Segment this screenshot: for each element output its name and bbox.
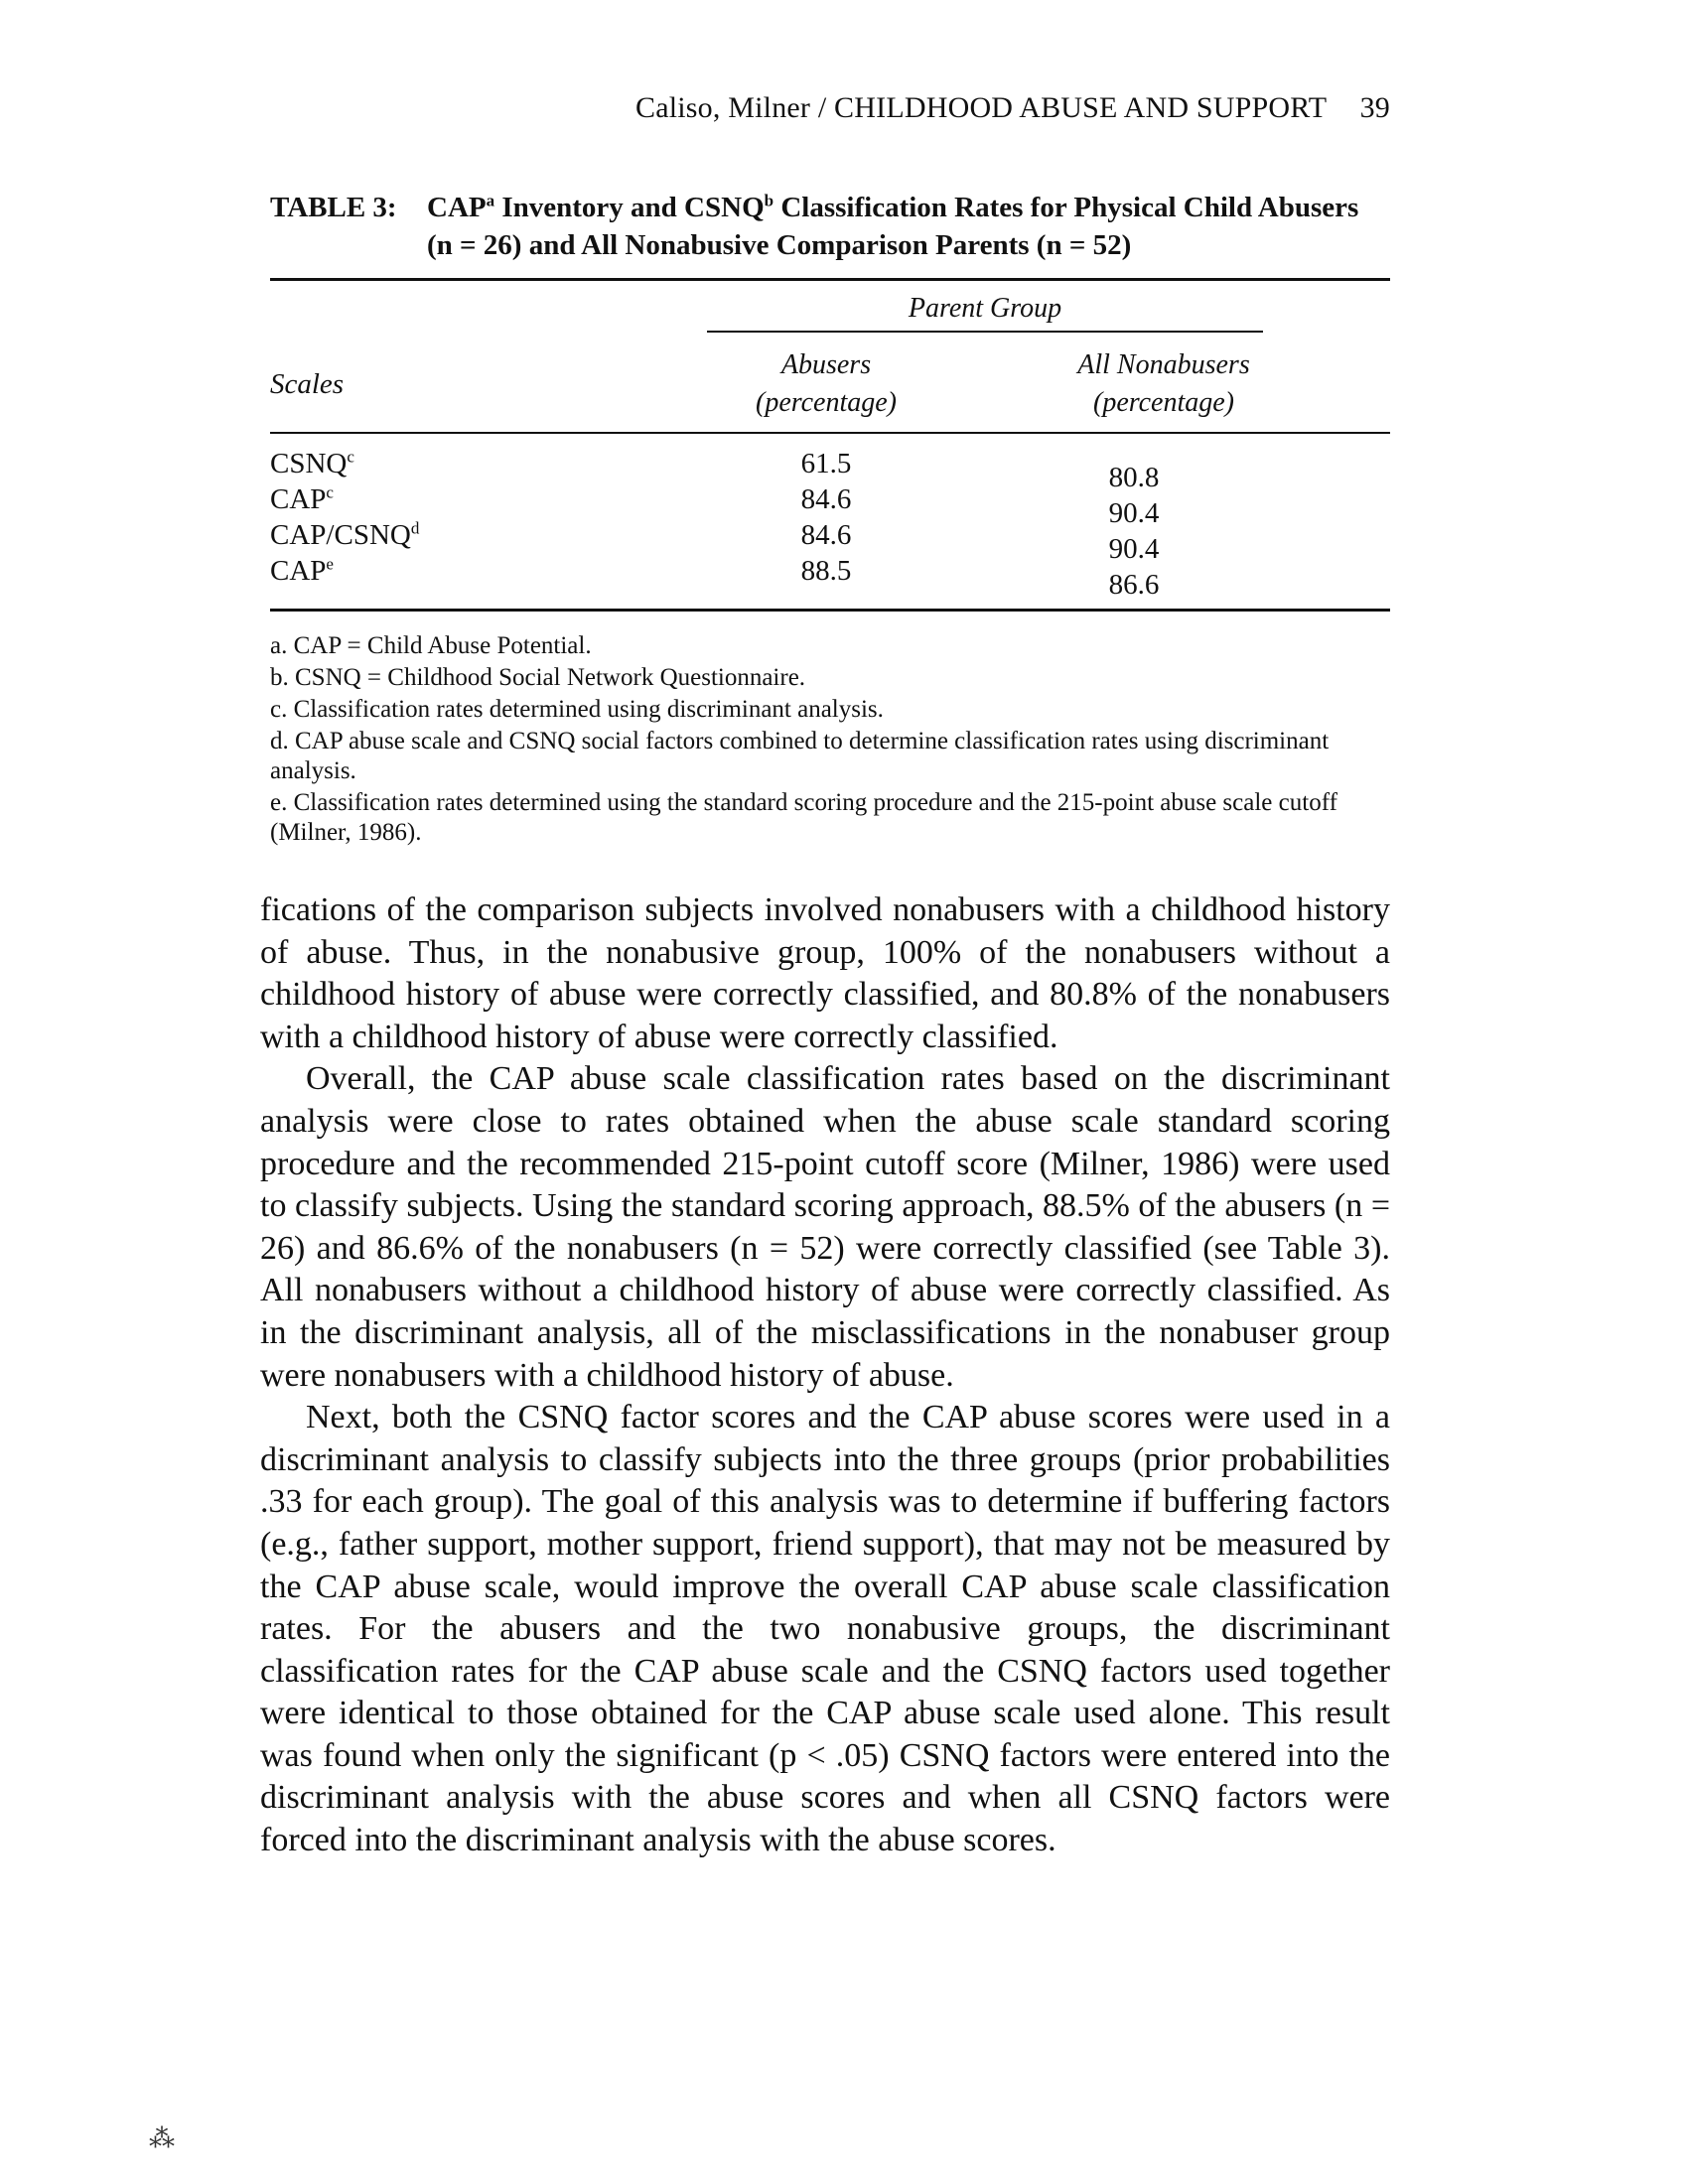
abusers-value: 84.6 (800, 483, 852, 515)
scales-header: Scales (270, 368, 345, 400)
caption-sup-a: a (486, 191, 495, 210)
table-row (270, 518, 1390, 565)
abusers-header-line1: Abusers (780, 349, 872, 380)
body-text (260, 889, 1390, 1862)
paragraph-3: Next, both the CSNQ factor scores and the CAP abuse scores were used in a discriminant analysis to classify subjects into the three groups (prior probabilities .33 for each group). The goal of this analysis was to determine if buffering factors (e.g., father support, mother support, friend support), that may not be measured by the CAP abuse scale, would improve the overall CAP abuse scale classification rates. For the abusers and the two nonabusive groups, the discriminant classification rates for the CAP abuse scale and the CSNQ factors used together were identical to those obtained for the CAP abuse scale used alone. This result was found when only the significant (p < .05) CSNQ factors were entered into the discriminant analysis with the abuse scores and when all CSNQ factors were forced into the discriminant analysis with the abuse scores. (260, 1399, 1390, 1859)
table-body (270, 447, 1390, 601)
scale-name: CAP (270, 483, 327, 515)
table-footnotes (270, 631, 1390, 848)
scale-sup: c (347, 447, 354, 467)
nonabusers-value: 80.8 (1108, 462, 1160, 493)
table-header-rule (270, 432, 1390, 434)
page-number: 39 (1359, 91, 1390, 124)
table-row (270, 482, 1390, 529)
footnote-d: d. CAP abuse scale and CSNQ social factors combined to determine classification rates using discriminant analysis. (270, 728, 1330, 784)
scale-name: CAP/CSNQ (270, 519, 411, 551)
abusers-value: 84.6 (800, 519, 852, 551)
caption-part2: Classification Rates for Physical Child Abusers (774, 192, 1359, 223)
footnote-e: e. Classification rates determined using the standard scoring procedure and the 215-point abuse scale cutoff (Milner, 1986). (270, 789, 1337, 846)
column-spanner: Parent Group (707, 293, 1263, 333)
caption-part1: Inventory and CSNQ (494, 192, 765, 223)
running-title: Caliso, Milner / CHILDHOOD ABUSE AND SUPPORT (635, 91, 1328, 124)
nonabusers-header-line1: All Nonabusers (1077, 349, 1250, 380)
paragraph-1: fications of the comparison subjects involved nonabusers with a childhood history of abuse. Thus, in the nonabusive group, 100% of the nonabusers without a childhood history of abuse were correctly classified, and 80.8% of the nonabusers with a childhood history of abuse were correctly classified. (260, 891, 1390, 1055)
nonabusers-value: 90.4 (1108, 533, 1160, 565)
table-label: TABLE 3: (270, 192, 397, 223)
caption-cap: CAP (427, 192, 487, 223)
scale-sup: e (326, 554, 334, 574)
abusers-header (687, 346, 965, 422)
scale-sup: d (410, 518, 420, 538)
table-3 (270, 189, 1390, 850)
caption-sup-b: b (764, 191, 774, 210)
abusers-value: 61.5 (800, 448, 852, 479)
scale-name: CAP (270, 555, 327, 587)
table-row (270, 554, 1390, 601)
footnote-c: c. Classification rates determined using discriminant analysis. (270, 696, 884, 723)
table-bottom-rule (270, 609, 1390, 612)
row-scale (270, 555, 334, 588)
nonabusers-header-line2: (percentage) (1093, 387, 1234, 418)
table-top-rule (270, 278, 1390, 281)
scale-sup: c (326, 482, 334, 502)
scan-margin-mark: ⁂ (149, 2124, 175, 2153)
abusers-value: 88.5 (800, 555, 852, 587)
running-head (635, 91, 1390, 125)
table-caption (270, 189, 1390, 264)
scale-name: CSNQ (270, 448, 348, 479)
nonabusers-header (985, 346, 1342, 422)
nonabusers-value: 90.4 (1108, 497, 1160, 529)
table-header-row (270, 333, 1390, 432)
row-scale (270, 519, 419, 552)
caption-line2: (n = 26) and All Nonabusive Comparison Parents (n = 52) (427, 229, 1132, 261)
footnote-a: a. CAP = Child Abuse Potential. (270, 632, 592, 659)
table-row (270, 447, 1390, 493)
footnote-b: b. CSNQ = Childhood Social Network Questionnaire. (270, 664, 806, 691)
nonabusers-value: 86.6 (1108, 569, 1160, 601)
abusers-header-line2: (percentage) (756, 387, 897, 418)
paragraph-2: Overall, the CAP abuse scale classification rates based on the discriminant analysis were close to rates obtained when the abuse scale standard scoring procedure and the recommended 215-point cutoff score (Milner, 1986) were used to classify subjects. Using the standard scoring approach, 88.5% of the abusers (n = 26) and 86.6% of the nonabusers (n = 52) were correctly classified (see Table 3). All nonabusers without a childhood history of abuse were correctly classified. As in the discriminant analysis, all of the misclassifications in the nonabuser group were nonabusers with a childhood history of abuse. (260, 1060, 1390, 1394)
row-scale (270, 483, 334, 516)
row-scale (270, 448, 354, 480)
